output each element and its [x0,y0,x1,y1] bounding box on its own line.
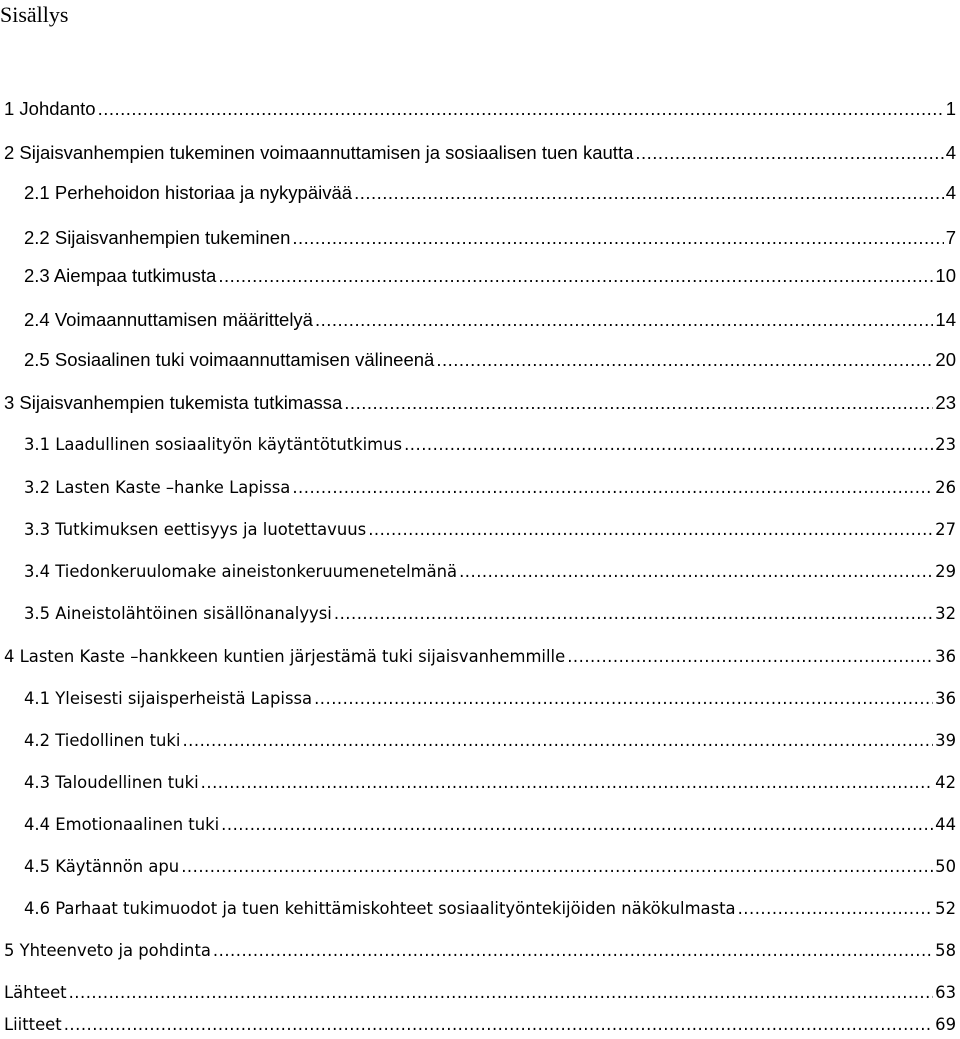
toc-entry[interactable] [24,560,956,584]
toc-entry[interactable] [4,981,956,1005]
toc-entry[interactable] [24,602,956,626]
dot-leader [64,1013,933,1037]
dot-leader [738,897,934,921]
dot-leader [292,476,933,500]
toc-entry[interactable] [24,813,956,837]
dot-leader [354,181,944,205]
toc-entry-page-number: 36 [935,689,956,708]
toc-entry[interactable] [24,226,956,250]
dot-leader [334,602,933,626]
toc-entry-title: 3.3 Tutkimuksen eettisyys ja luotettavuus [24,520,367,539]
toc-entry-title: 4.1 Yleisesti sijaisperheistä Lapissa [24,689,313,708]
toc-entry[interactable] [24,476,956,500]
dot-leader [213,939,933,963]
dot-leader [221,813,933,837]
toc-entry-page-number: 29 [935,562,956,581]
toc-entry[interactable] [24,687,956,711]
toc-entry[interactable] [24,518,956,542]
dot-leader [69,981,934,1005]
toc-entry[interactable] [4,939,956,963]
toc-entry-page-number: 1 [945,98,956,119]
toc-entry-title: 3.1 Laadullinen sosiaalityön käytäntötutkimus [24,435,403,454]
toc-entry-page-number: 4 [945,142,956,163]
toc-entry-title: 2 Sijaisvanhempien tukeminen voimaannuttamisen ja sosiaalisen tuen kautta [4,142,634,163]
toc-entry-title: 3.2 Lasten Kaste –hanke Lapissa [24,478,291,497]
dot-leader [292,226,943,250]
toc-entry-title: 2.1 Perhehoidon historiaa ja nykypäivää [24,182,353,203]
dot-leader [635,141,943,165]
toc-entry-page-number: 4 [945,182,956,203]
toc-entry[interactable] [24,771,956,795]
toc-entry-page-number: 14 [935,309,956,330]
page-title: Sisällys [0,2,69,27]
dot-leader [314,687,933,711]
toc-entry[interactable] [24,308,956,332]
toc-entry-title: 4.6 Parhaat tukimuodot ja tuen kehittämiskohteet sosiaalityöntekijöiden näkökulmasta [24,899,736,918]
toc-entry-page-number: 50 [935,857,956,876]
dot-leader [218,264,933,288]
toc-entry-title: 3.5 Aineistolähtöinen sisällönanalyysi [24,604,332,623]
toc-entry[interactable] [24,433,956,457]
toc-entry-page-number: 7 [945,227,956,248]
toc-entry-page-number: 52 [935,899,956,918]
toc-entry-title: 4.4 Emotionaalinen tuki [24,815,220,834]
dot-leader [201,771,933,795]
toc-entry[interactable] [24,181,956,205]
toc-entry-page-number: 63 [935,983,956,1002]
toc-entry[interactable] [4,97,956,121]
toc-entry-title: 2.2 Sijaisvanhempien tukeminen [24,227,291,248]
toc-entry-page-number: 32 [935,604,956,623]
toc-entry-page-number: 10 [935,265,956,286]
toc-entry-page-number: 69 [935,1015,956,1034]
toc-entry-title: 4.3 Taloudellinen tuki [24,773,199,792]
dot-leader [404,433,933,457]
dot-leader [181,855,933,879]
toc-entry-title: 4.5 Käytännön apu [24,857,180,876]
toc-entry-title: 1 Johdanto [4,98,96,119]
toc-entry-title: 2.3 Aiempaa tutkimusta [24,265,217,286]
toc-entry-title: Liitteet [4,1015,62,1034]
toc-entry-page-number: 23 [935,435,956,454]
toc-entry-title: Lähteet [4,983,67,1002]
toc-entry-page-number: 36 [935,647,956,666]
dot-leader [315,308,933,332]
toc-entry-page-number: 39 [935,731,956,750]
dot-leader [182,729,933,753]
toc-entry-title: 4.2 Tiedollinen tuki [24,731,181,750]
dot-leader [98,97,944,121]
dot-leader [368,518,933,542]
toc-entry-page-number: 42 [935,773,956,792]
toc-entry[interactable] [4,141,956,165]
toc-entry-title: 5 Yhteenveto ja pohdinta [4,941,211,960]
toc-entry-page-number: 23 [935,392,956,413]
toc-entry-title: 2.4 Voimaannuttamisen määrittelyä [24,309,313,330]
toc-entry[interactable] [24,264,956,288]
toc-entry[interactable] [4,1013,956,1037]
dot-leader [567,645,933,669]
toc-entry-title: 2.5 Sosiaalinen tuki voimaannuttamisen välineenä [24,349,435,370]
toc-entry-page-number: 26 [935,478,956,497]
toc-entry[interactable] [24,348,956,372]
toc-entry-page-number: 44 [935,815,956,834]
toc-entry-title: 4 Lasten Kaste –hankkeen kuntien järjestämä tuki sijaisvanhemmille [4,647,566,666]
dot-leader [344,391,933,415]
toc-entry[interactable] [4,391,956,415]
toc-entry[interactable] [4,645,956,669]
dot-leader [436,348,933,372]
toc-entry-title: 3.4 Tiedonkeruulomake aineistonkeruumenetelmänä [24,562,458,581]
toc-entry-title: 3 Sijaisvanhempien tukemista tutkimassa [4,392,343,413]
dot-leader [459,560,933,584]
toc-entry-page-number: 20 [935,349,956,370]
toc-entry[interactable] [24,729,956,753]
toc-entry-page-number: 27 [935,520,956,539]
toc-entry[interactable] [24,855,956,879]
toc-entry-page-number: 58 [935,941,956,960]
toc-entry[interactable] [24,897,956,921]
